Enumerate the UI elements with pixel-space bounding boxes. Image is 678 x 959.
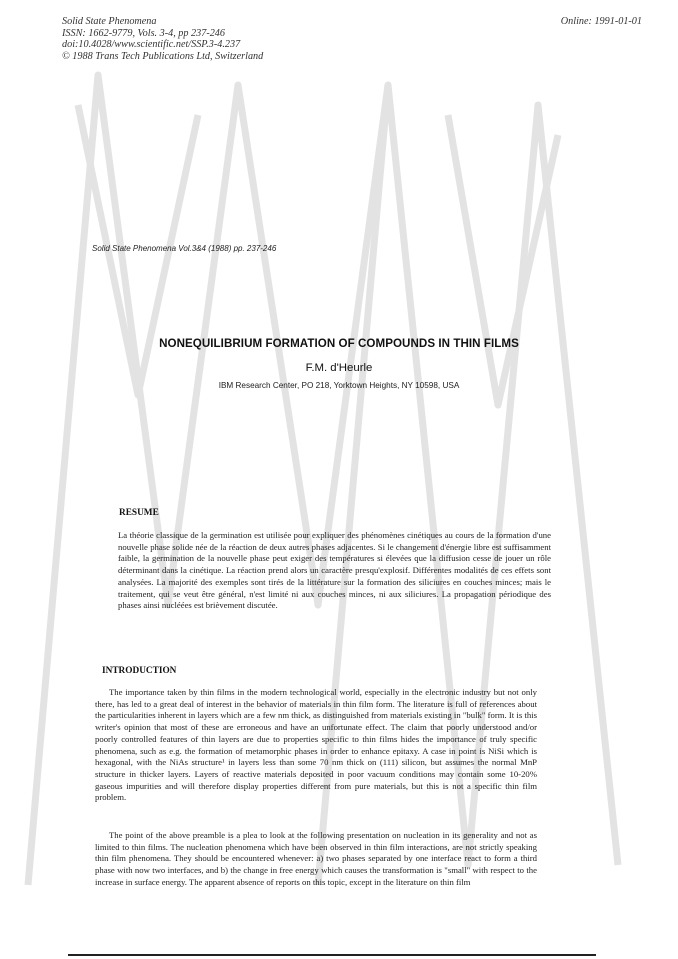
- online-date: Online: 1991-01-01: [560, 16, 642, 27]
- author-affiliation: IBM Research Center, PO 218, Yorktown Heights, NY 10598, USA: [218, 381, 460, 390]
- issn-line: ISSN: 1662-9779, Vols. 3-4, pp 237-246: [62, 27, 225, 39]
- copyright-line: © 1988 Trans Tech Publications Ltd, Switzerland: [62, 50, 264, 62]
- introduction-paragraph-2: [95, 830, 537, 889]
- paper-title: NONEQUILIBRIUM FORMATION OF COMPOUNDS IN THIN FILMS: [159, 337, 519, 350]
- paragraph-text: The importance taken by thin films in the modern technological world, especially in the electronic industry but not only there, has led to a great deal of interest in the behavior of materials in thin film form. The literature is full of references about the particularities inherent in layers which are a few nm thick, as distinguished from materials existing in "bulk" form. It is this writer's opinion that most of these are erroneous and have an unfortunate effect. The claim that poorly understood and/or poorly controlled features of thin layers are due to properties specific to thin films hides the importance of truly specific phenomena, such as e.g. the formation of metamorphic phases in order to enhance epitaxy. A case in point is NiSi which is hexagonal, with the NiAs structure¹ in layers less than some 70 nm thick on (111) silicon, but assumes the normal MnP structure in thicker layers. Layers of reactive materials deposited in poor vacuum conditions may contain some 10-20% gaseous impurities and will therefore display properties different from pure materials, but this is not a specific thin film problem.: [95, 687, 537, 803]
- doi-link[interactable]: doi:10.4028/www.scientific.net/SSP.3-4.237: [62, 39, 241, 51]
- journal-name: Solid State Phenomena: [62, 16, 157, 27]
- paragraph-text: The point of the above preamble is a plea to look at the following presentation on nucleation in its generality and not as limited to thin films. The nucleation phenomena which have been observed in thin film interactions, are not strictly speaking thin film phenomena. They should be encountered whenever: a) two phases separated by one interface react to form a third phase with now two interfaces, and b) the change in free energy which causes the transformation is "small" with respect to the increase in surface energy. The apparent absence of reports on this topic, except in the literature on thin film: [95, 830, 537, 887]
- resume-heading: RESUME: [119, 508, 159, 518]
- resume-text: La théorie classique de la germination est utilisée pour expliquer des phénomènes cinétiques au cours de la formation d'une nouvelle phase solide née de la réaction de deux autres phases adjacentes. Si le changement d'énergie libre est suffisamment faible, la germination de la nouvelle phase peut exiger des températures si élevées que la diffusion cesse de jouer un rôle déterminant dans la cinétique. La réaction prend alors un caractère presqu'explosif. Différentes modalités de ces effets sont analysées. La majorité des exemples sont tirés de la littérature sur la formation des siliciures en couches minces; mais le traitement, qui se veut être général, n'est limité ni aux couches minces, ni aux siliciures. La propagation périodique des phases ainsi nucléées est brièvement discutée.: [118, 530, 551, 611]
- introduction-heading: INTRODUCTION: [102, 666, 177, 676]
- page-bottom-rule: [68, 954, 596, 956]
- introduction-paragraph-1: [95, 687, 537, 804]
- author-name: F.M. d'Heurle: [305, 362, 373, 374]
- journal-reference: Solid State Phenomena Vol.3&4 (1988) pp. 237-246: [92, 244, 277, 253]
- citation-header: [62, 16, 263, 62]
